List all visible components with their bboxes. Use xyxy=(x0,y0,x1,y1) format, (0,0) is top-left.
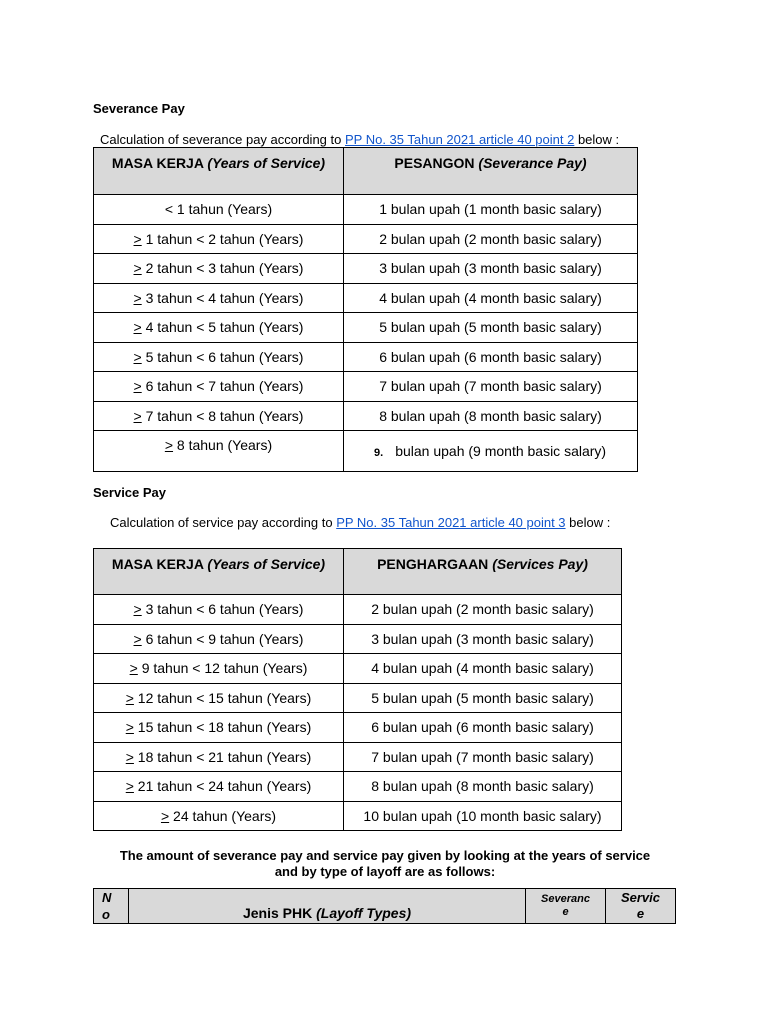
years-cell xyxy=(94,431,344,472)
service-regulation-link[interactable]: PP No. 35 Tahun 2021 article 40 point 3 xyxy=(336,515,566,530)
years-label: 6 tahun < 7 tahun (Years) xyxy=(141,378,304,395)
years-cell xyxy=(94,772,344,802)
layoff-col-no: N o xyxy=(94,889,129,924)
summary-text xyxy=(80,848,690,880)
years-label: < 1 tahun (Years) xyxy=(164,201,273,218)
severance-heading: Severance Pay xyxy=(93,101,185,116)
years-cell xyxy=(94,654,344,684)
service-intro-tail: below : xyxy=(565,515,611,530)
years-label: 6 tahun < 9 tahun (Years) xyxy=(141,630,304,647)
pay-cell: 5 bulan upah (5 month basic salary) xyxy=(344,313,638,343)
greater-equal-symbol: > xyxy=(129,660,138,677)
service-row xyxy=(94,772,622,802)
severance-row xyxy=(94,313,638,343)
pay-cell: 3 bulan upah (3 month basic salary) xyxy=(344,624,622,654)
years-label: 3 tahun < 6 tahun (Years) xyxy=(141,601,304,618)
greater-equal-symbol: > xyxy=(133,260,142,277)
pay-cell: 6 bulan upah (6 month basic salary) xyxy=(344,342,638,372)
pay-cell: 4 bulan upah (4 month basic salary) xyxy=(344,283,638,313)
greater-equal-symbol: > xyxy=(133,230,142,247)
greater-equal-symbol: > xyxy=(125,689,134,706)
pay-cell: 2 bulan upah (2 month basic salary) xyxy=(344,595,622,625)
years-cell xyxy=(94,372,344,402)
severance-regulation-link[interactable]: PP No. 35 Tahun 2021 article 40 point 2 xyxy=(344,132,575,147)
severance-row xyxy=(94,283,638,313)
service-row xyxy=(94,713,622,743)
years-label: 4 tahun < 5 tahun (Years) xyxy=(141,319,304,336)
pay-cell: 7 bulan upah (7 month basic salary) xyxy=(344,372,638,402)
pay-cell: 10 bulan upah (10 month basic salary) xyxy=(344,801,622,831)
layoff-col-service: Servic e xyxy=(606,889,676,924)
service-row xyxy=(94,683,622,713)
service-row xyxy=(94,654,622,684)
severance-col-years: MASA KERJA (Years of Service) xyxy=(94,148,344,195)
pay-cell: 8 bulan upah (8 month basic salary) xyxy=(344,772,622,802)
layoff-table xyxy=(93,888,676,924)
years-label: 8 tahun (Years) xyxy=(173,437,273,453)
greater-equal-symbol: > xyxy=(133,407,142,424)
service-header-row xyxy=(94,549,622,595)
severance-header-row xyxy=(94,148,638,195)
years-label: 18 tahun < 21 tahun (Years) xyxy=(133,748,312,765)
years-cell xyxy=(94,224,344,254)
layoff-col-type: Jenis PHK (Layoff Types) xyxy=(129,889,526,924)
severance-intro xyxy=(100,132,619,147)
years-label: 3 tahun < 4 tahun (Years) xyxy=(141,289,304,306)
years-cell xyxy=(94,195,344,225)
greater-equal-symbol: > xyxy=(125,719,134,736)
pay-cell: 1 bulan upah (1 month basic salary) xyxy=(344,195,638,225)
severance-col-pay: PESANGON (Severance Pay) xyxy=(344,148,638,195)
years-cell xyxy=(94,401,344,431)
years-label: 9 tahun < 12 tahun (Years) xyxy=(137,660,308,677)
pay-cell: 2 bulan upah (2 month basic salary) xyxy=(344,224,638,254)
greater-equal-symbol: > xyxy=(133,319,142,336)
greater-equal-symbol: > xyxy=(125,778,134,795)
pay-cell: 3 bulan upah (3 month basic salary) xyxy=(344,254,638,284)
years-label: 12 tahun < 15 tahun (Years) xyxy=(133,689,312,706)
years-cell xyxy=(94,742,344,772)
severance-row xyxy=(94,254,638,284)
years-cell xyxy=(94,254,344,284)
service-intro xyxy=(110,515,610,530)
list-number: 9. xyxy=(374,447,384,459)
pay-cell: 8 bulan upah (8 month basic salary) xyxy=(344,401,638,431)
years-cell xyxy=(94,283,344,313)
service-col-years: MASA KERJA (Years of Service) xyxy=(94,549,344,595)
summary-line-2: and by type of layoff are as follows: xyxy=(274,864,496,879)
years-label: 1 tahun < 2 tahun (Years) xyxy=(141,230,304,247)
service-table xyxy=(93,548,622,831)
service-row xyxy=(94,742,622,772)
greater-equal-symbol: > xyxy=(133,378,142,395)
greater-equal-symbol: > xyxy=(133,630,142,647)
years-cell xyxy=(94,342,344,372)
severance-row xyxy=(94,195,638,225)
years-label: 5 tahun < 6 tahun (Years) xyxy=(141,348,304,365)
years-cell xyxy=(94,801,344,831)
pay-cell: 6 bulan upah (6 month basic salary) xyxy=(344,713,622,743)
greater-equal-symbol: > xyxy=(133,348,142,365)
severance-table xyxy=(93,147,638,472)
greater-equal-symbol: > xyxy=(164,437,174,453)
greater-equal-symbol: > xyxy=(133,601,142,618)
pay-label: bulan upah (9 month basic salary) xyxy=(395,443,607,459)
summary-line-1: The amount of severance pay and service pay given by looking at the years of service xyxy=(119,848,651,863)
pay-cell: 4 bulan upah (4 month basic salary) xyxy=(344,654,622,684)
severance-row xyxy=(94,224,638,254)
years-label: 21 tahun < 24 tahun (Years) xyxy=(133,778,312,795)
years-label: 24 tahun (Years) xyxy=(169,807,277,824)
years-label: 7 tahun < 8 tahun (Years) xyxy=(141,407,304,424)
pay-cell xyxy=(344,431,638,472)
service-col-pay: PENGHARGAAN (Services Pay) xyxy=(344,549,622,595)
pay-cell: 5 bulan upah (5 month basic salary) xyxy=(344,683,622,713)
years-cell xyxy=(94,313,344,343)
years-cell xyxy=(94,595,344,625)
service-heading: Service Pay xyxy=(93,485,167,500)
years-cell xyxy=(94,713,344,743)
service-row xyxy=(94,801,622,831)
years-label: 2 tahun < 3 tahun (Years) xyxy=(141,260,304,277)
severance-intro-tail: below : xyxy=(574,132,620,147)
layoff-header-row xyxy=(94,889,676,924)
severance-row xyxy=(94,431,638,472)
pay-cell: 7 bulan upah (7 month basic salary) xyxy=(344,742,622,772)
service-row xyxy=(94,624,622,654)
greater-equal-symbol: > xyxy=(125,748,134,765)
greater-equal-symbol: > xyxy=(133,289,142,306)
severance-row xyxy=(94,342,638,372)
years-label: 15 tahun < 18 tahun (Years) xyxy=(133,719,312,736)
years-cell xyxy=(94,683,344,713)
years-cell xyxy=(94,624,344,654)
greater-equal-symbol: > xyxy=(160,807,170,824)
layoff-col-severance: Severanc e xyxy=(526,889,606,924)
severance-row xyxy=(94,401,638,431)
severance-row xyxy=(94,372,638,402)
severance-intro-text: Calculation of severance pay according to xyxy=(100,132,345,147)
service-intro-text: Calculation of service pay according to xyxy=(110,515,337,530)
service-row xyxy=(94,595,622,625)
